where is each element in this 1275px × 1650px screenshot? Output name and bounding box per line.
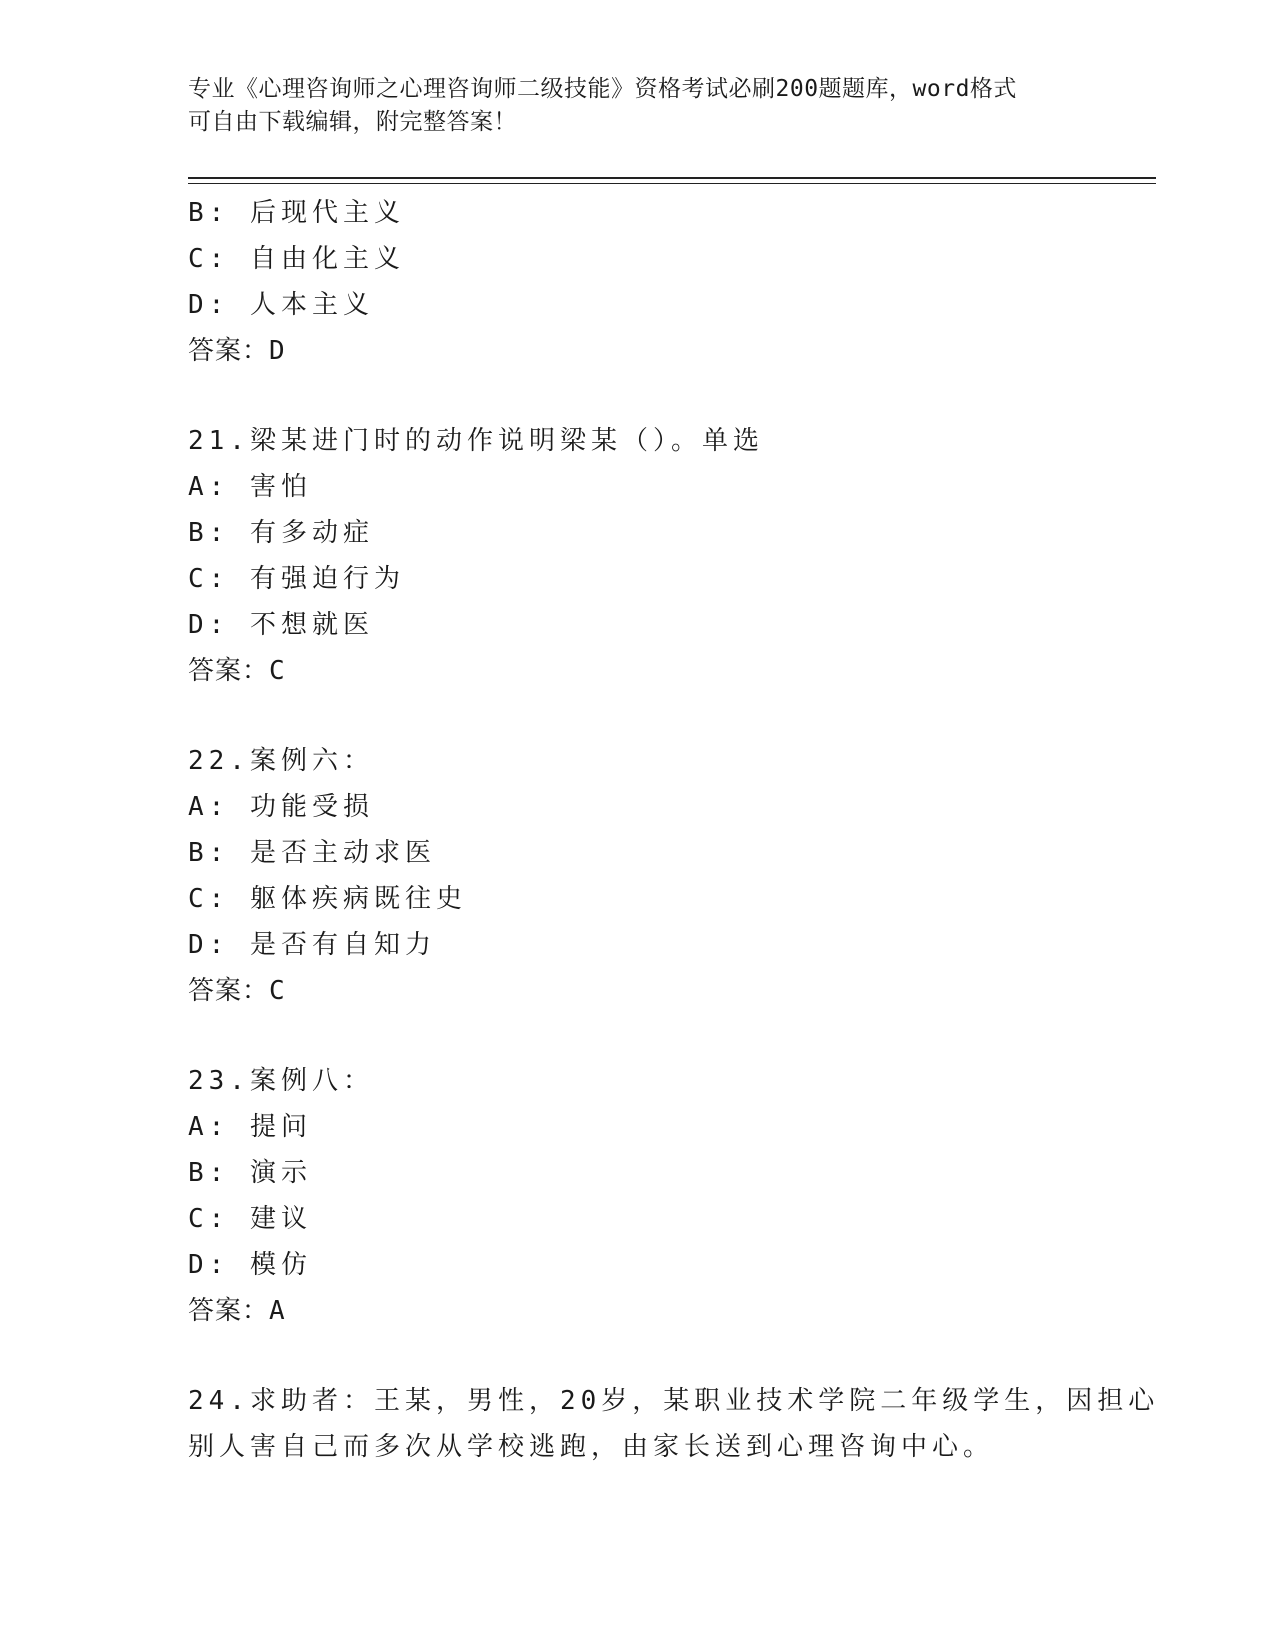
option-a: A: 害怕	[188, 472, 312, 502]
option-d: D: 不想就医	[188, 610, 374, 640]
question-stem: 23.案例八：	[188, 1066, 374, 1096]
option-c: C: 建议	[188, 1204, 312, 1234]
question-block-24	[188, 1378, 1160, 1470]
answer-line: 答案：A	[188, 1296, 286, 1326]
header-title-line-2: 可自由下载编辑，附完整答案！	[188, 109, 517, 135]
question-block-23	[188, 1058, 1156, 1334]
option-c: C: 躯体疾病既往史	[188, 884, 467, 914]
header-divider-thick	[188, 177, 1156, 179]
option-d: D: 人本主义	[188, 290, 374, 320]
option-b: B: 后现代主义	[188, 198, 405, 228]
option-a: A: 功能受损	[188, 792, 374, 822]
question-block-prev	[188, 190, 1156, 374]
document-header	[188, 73, 1088, 139]
header-divider-thin	[188, 183, 1156, 184]
option-b: B: 是否主动求医	[188, 838, 436, 868]
answer-line: 答案：D	[188, 336, 286, 366]
question-stem: 21.梁某进门时的动作说明梁某（）。单选	[188, 426, 764, 456]
option-c: C: 自由化主义	[188, 244, 405, 274]
option-d: D: 模仿	[188, 1250, 312, 1280]
question-block-22	[188, 738, 1156, 1014]
option-c: C: 有强迫行为	[188, 564, 405, 594]
option-d: D: 是否有自知力	[188, 930, 436, 960]
option-a: A: 提问	[188, 1112, 312, 1142]
option-b: B: 有多动症	[188, 518, 374, 548]
header-title-line-1: 专业《心理咨询师之心理咨询师二级技能》资格考试必刷200题题库，word格式	[188, 76, 1017, 102]
question-block-21	[188, 418, 1156, 694]
answer-line: 答案：C	[188, 976, 286, 1006]
question-stem: 22.案例六：	[188, 746, 374, 776]
option-b: B: 演示	[188, 1158, 312, 1188]
question-stem-line-1: 24.求助者：王某，男性，20岁，某职业技术学院二年级学生，因担心	[188, 1386, 1160, 1416]
question-stem-line-2: 别人害自己而多次从学校逃跑，由家长送到心理咨询中心。	[188, 1432, 995, 1462]
answer-line: 答案：C	[188, 656, 286, 686]
question-list	[188, 190, 1160, 1470]
